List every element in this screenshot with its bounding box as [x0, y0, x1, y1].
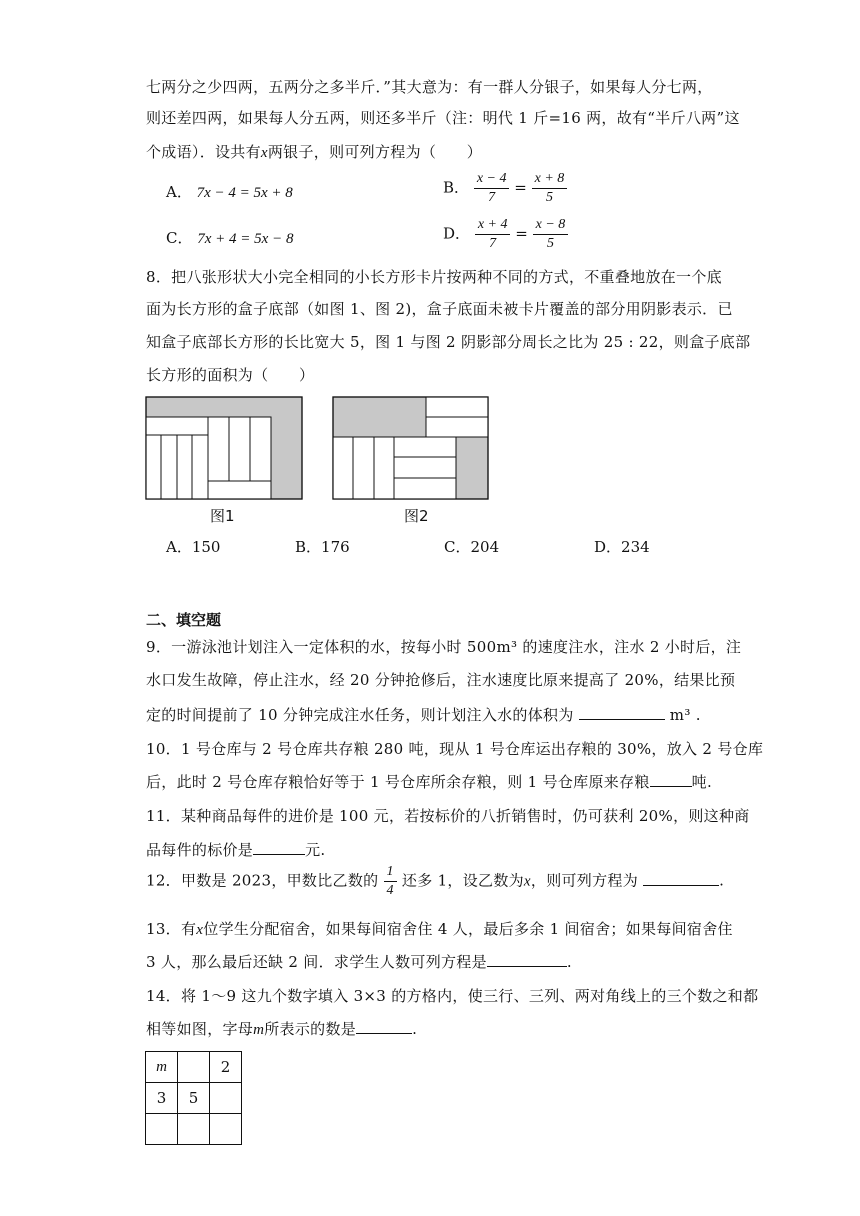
q14-end: . — [412, 1020, 418, 1038]
q13-var-x: x — [196, 922, 204, 938]
q8-line-3: 知盒子底部长方形的长比宽大 5，图 1 与图 2 阴影部分周长之比为 25 : 22，则盒子底部 — [146, 333, 751, 351]
figure-2-diagram — [332, 396, 490, 501]
q8-option-b[interactable] — [295, 536, 350, 557]
q7-var-x: x — [260, 145, 268, 161]
q13-line-1 — [146, 918, 733, 939]
fig1-card-vertical — [192, 435, 208, 499]
q7-option-b-equals: = — [514, 178, 527, 197]
q7-line-3-head: 个成语）．设共有 — [146, 143, 261, 161]
q13-head: 13．有 — [146, 920, 197, 938]
q8-option-c[interactable] — [444, 536, 499, 557]
q7-option-c-label: C． — [166, 229, 193, 247]
q13-line-2-text: 3 人，那么最后还缺 2 间．求学生人数可列方程是 — [146, 953, 487, 971]
q9-line-1: 9．一游泳池计划注入一定体积的水，按每小时 500m³ 的速度注水，注水 2 小时后，注 — [146, 638, 742, 656]
grid-cell[interactable] — [146, 1114, 178, 1145]
q14-line-2-head: 相等如图，字母 — [146, 1020, 254, 1038]
fig2-card-vertical — [333, 437, 353, 499]
grid-row — [146, 1083, 242, 1114]
fig1-card-vertical — [161, 435, 177, 499]
fig1-card-vertical — [250, 417, 271, 481]
fig2-card-horizontal — [394, 437, 456, 457]
q9-line-2: 水口发生故障，停止注水，经 20 分钟抢修后，注水速度比原来提高了 20%，结果比预 — [146, 671, 736, 689]
q12-mid: 还多 1，设乙数为 — [401, 871, 524, 890]
figure-1-diagram — [145, 396, 305, 501]
grid-cell[interactable]: 3 — [146, 1083, 178, 1114]
q8-option-c-label: C． — [444, 538, 471, 556]
fig1-card-vertical — [229, 417, 250, 481]
q10-tail: 吨. — [691, 773, 713, 791]
q13-line-1-tail: 位学生分配宿舍，如果每间宿舍住 4 人，最后多余 1 间宿舍；如果每间宿舍住 — [203, 920, 733, 938]
grid-cell[interactable] — [210, 1083, 242, 1114]
q7-option-a-expr: 7x − 4 = 5x + 8 — [196, 185, 293, 201]
q7-option-c[interactable] — [166, 227, 293, 248]
fig2-card-horizontal — [394, 478, 456, 499]
fig2-card-vertical — [374, 437, 394, 499]
fig1-card-horizontal — [146, 417, 208, 435]
figure-1-caption: 图1 — [210, 507, 235, 525]
q7-line-3-tail: 两银子，则可列方程为（ ） — [267, 143, 483, 161]
q13-line-2 — [146, 951, 572, 972]
grid-cell[interactable] — [210, 1114, 242, 1145]
q10-line-2-text: 后，此时 2 号仓库存粮恰好等于 1 号仓库所余存粮，则 1 号仓库原来存粮 — [146, 773, 650, 791]
fig1-card-vertical — [208, 417, 229, 481]
q8-option-b-label: B． — [295, 538, 322, 556]
q7-option-b-frac-left: $\frac{x - 4}{7}$ — [474, 170, 510, 207]
q8-line-2: 面为长方形的盒子底部（如图 1、图 2)，盒子底面未被卡片覆盖的部分用阴影表示．已 — [146, 300, 733, 318]
q11-line-2-text: 品每件的标价是 — [146, 841, 254, 859]
q14-var-m: m — [253, 1022, 265, 1038]
q12-fraction: $\frac{1}{4}$ — [384, 863, 397, 900]
q12-answer-blank[interactable] — [643, 871, 719, 886]
q8-line-1: 8．把八张形状大小完全相同的小长方形卡片按两种不同的方式，不重叠地放在一个底 — [146, 268, 722, 286]
q8-option-d-label: D． — [594, 538, 622, 556]
q13-end: . — [566, 953, 572, 971]
grid-cell[interactable]: 2 — [210, 1052, 242, 1083]
q8-option-a[interactable] — [166, 536, 220, 557]
q7-option-d-label: D． — [443, 224, 471, 243]
q12-tail: ，则可列方程为 — [530, 871, 638, 890]
fig2-card-horizontal — [426, 397, 488, 417]
fig1-card-vertical — [177, 435, 192, 499]
fig2-card-vertical — [353, 437, 374, 499]
q11-answer-blank[interactable] — [253, 840, 305, 855]
q14-line-2-tail: 所表示的数是 — [264, 1020, 357, 1038]
q11-line-1: 11．某种商品每件的进价是 100 元，若按标价的八折销售时，仍可获利 20%，则这种商 — [146, 807, 750, 825]
grid-row — [146, 1052, 242, 1083]
q7-option-d[interactable] — [443, 216, 568, 253]
q10-answer-blank[interactable] — [650, 772, 692, 787]
q9-line-3-text: 定的时间提前了 10 分钟完成注水任务，则计划注入水的体积为 — [146, 706, 574, 724]
fig2-card-horizontal — [394, 457, 456, 478]
q13-answer-blank[interactable] — [487, 952, 567, 967]
q7-option-b[interactable] — [443, 170, 567, 207]
grid-cell[interactable] — [178, 1052, 210, 1083]
q10-line-1: 10．1 号仓库与 2 号仓库共存粮 280 吨，现从 1 号仓库运出存粮的 30%，放入 2 号仓库 — [146, 740, 764, 758]
q14-line-1: 14．将 1～9 这九个数字填入 3×3 的方格内，使三行、三列、两对角线上的三个数之和都 — [146, 987, 759, 1005]
section-title-fill-in: 二、填空题 — [146, 611, 222, 629]
q8-option-a-value: 150 — [191, 538, 221, 556]
q14-line-2 — [146, 1018, 417, 1039]
q12-end: . — [719, 871, 725, 890]
q7-option-c-expr: 7x + 4 = 5x − 8 — [197, 231, 294, 247]
q11-tail: 元. — [305, 841, 326, 859]
q10-line-2 — [146, 771, 712, 792]
grid-row — [146, 1114, 242, 1145]
q8-option-b-value: 176 — [321, 538, 350, 556]
fig2-card-horizontal — [426, 417, 488, 437]
q12-head: 12．甲数是 2023，甲数比乙数的 — [146, 871, 379, 890]
q12-var-x: x — [523, 873, 531, 890]
q7-option-d-equals: = — [515, 224, 528, 243]
fig1-card-vertical — [146, 435, 161, 499]
grid-cell[interactable]: 5 — [178, 1083, 210, 1114]
q11-line-2 — [146, 839, 325, 860]
q7-line-2: 则还差四两，如果每人分五两，则还多半斤（注：明代 1 斤=16 两，故有“半斤八两”这 — [146, 109, 740, 127]
q12-line — [146, 863, 724, 900]
q7-option-a[interactable] — [166, 181, 293, 202]
grid-cell[interactable]: m — [146, 1052, 178, 1083]
q8-option-d-value: 234 — [621, 538, 650, 556]
q9-answer-blank[interactable] — [579, 705, 665, 720]
q8-line-4: 长方形的面积为（ ） — [146, 366, 315, 384]
q7-line-3 — [146, 141, 482, 162]
q14-answer-blank[interactable] — [356, 1019, 412, 1034]
q7-option-a-label: A． — [166, 183, 192, 201]
fig1-card-horizontal — [208, 481, 271, 499]
q7-option-b-frac-right: $\frac{x + 8}{5}$ — [532, 170, 568, 207]
q9-line-3 — [146, 704, 701, 725]
q8-option-a-label: A． — [166, 538, 192, 556]
grid-cell[interactable] — [178, 1114, 210, 1145]
q8-option-d[interactable] — [594, 536, 650, 557]
q7-option-d-frac-right: $\frac{x - 8}{5}$ — [533, 216, 569, 253]
magic-square-grid — [145, 1051, 242, 1145]
q7-option-d-frac-left: $\frac{x + 4}{7}$ — [475, 216, 511, 253]
q7-line-1: 七两分之少四两，五两分之多半斤．”其大意为：有一群人分银子，如果每人分七两， — [146, 78, 713, 96]
figure-2-caption: 图2 — [404, 507, 429, 525]
q8-option-c-value: 204 — [470, 538, 500, 556]
q7-option-b-label: B． — [443, 178, 470, 197]
q9-unit: m³ . — [669, 706, 701, 724]
